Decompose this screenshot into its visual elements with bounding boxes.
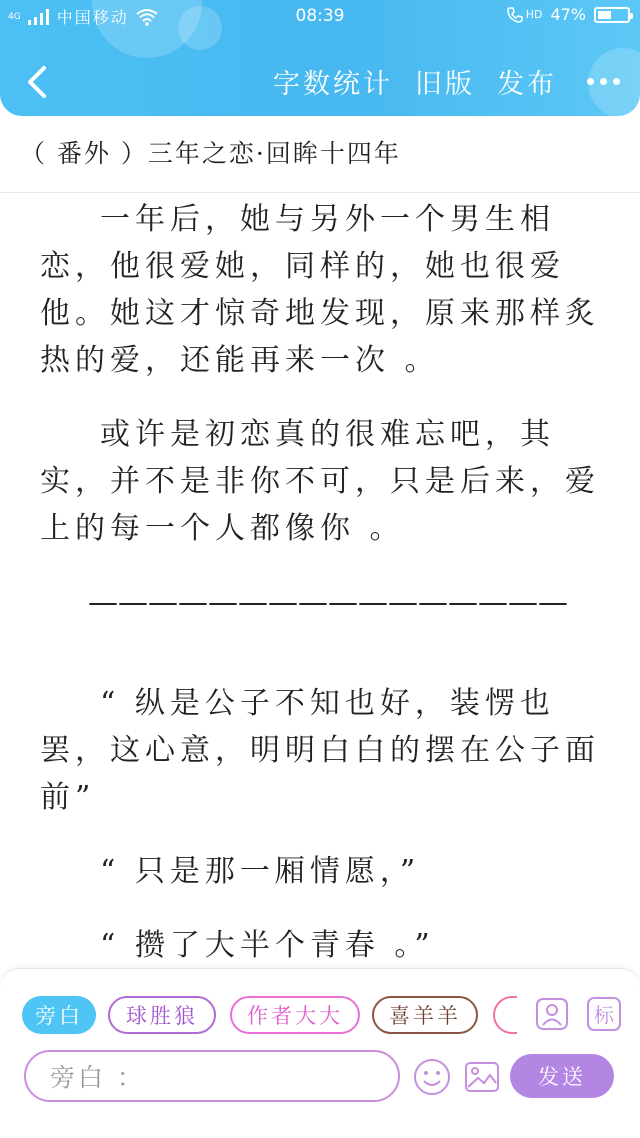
network-type: 4G	[8, 11, 21, 22]
role-chip-narrator[interactable]: 旁白	[22, 996, 96, 1034]
paragraph: “ 只是那一厢情愿，”	[100, 854, 421, 889]
emoji-button[interactable]	[412, 1057, 452, 1097]
more-dot	[613, 78, 620, 85]
story-content[interactable]	[40, 196, 600, 996]
old-version-button[interactable]: 旧版	[415, 69, 475, 100]
more-button[interactable]	[587, 67, 620, 97]
toolbar	[273, 62, 620, 101]
clock: 08:39	[295, 6, 345, 26]
carrier-name: 中国移动	[56, 8, 129, 27]
role-chip-qiushenglang[interactable]: 球胜狼	[108, 996, 216, 1034]
person-card-icon	[534, 996, 570, 1032]
chevron-left-icon	[20, 62, 54, 102]
smiley-icon	[412, 1057, 452, 1097]
battery-percent: 47%	[550, 5, 586, 24]
role-chip-xiyangyang[interactable]: 喜羊羊	[372, 996, 478, 1034]
more-dot	[587, 78, 594, 85]
paragraph: 一年后，她与另外一个男生相恋，他很爱她，同样的，她也很爱他。她这才惊奇地发现，原来那样炙热的爱，还能再来一次 。	[40, 202, 600, 378]
image-button[interactable]	[462, 1057, 502, 1097]
paragraph: 或许是初恋真的很难忘吧，其实，并不是非你不可，只是后来，爱上的每一个人都像你 。	[40, 417, 600, 546]
chapter-title: （ 番外 ）三年之恋·回眸十四年	[20, 139, 401, 168]
mark-icon	[586, 996, 622, 1032]
hd-badge: HD	[525, 8, 543, 21]
more-dot	[600, 78, 607, 85]
mark-label: 标	[594, 1003, 614, 1027]
battery-icon	[594, 7, 630, 23]
mark-button[interactable]	[586, 996, 622, 1032]
role-chip-author[interactable]: 作者大大	[230, 996, 360, 1034]
character-manage-button[interactable]	[534, 996, 570, 1032]
back-button[interactable]	[20, 62, 54, 102]
send-button[interactable]: 发送	[510, 1054, 614, 1098]
word-count-button[interactable]: 字数统计	[273, 69, 393, 100]
image-icon	[462, 1057, 502, 1097]
battery-fill	[598, 11, 611, 19]
call-icon	[506, 6, 524, 24]
status-bar	[0, 0, 640, 34]
bottom-edge	[0, 1110, 640, 1138]
paragraph: “ 攒了大半个青春 。”	[100, 928, 435, 963]
separator-line: ————————————————	[88, 585, 568, 620]
title-divider	[0, 192, 640, 193]
publish-button[interactable]: 发布	[497, 69, 557, 100]
message-input[interactable]: 旁白 ：	[24, 1050, 400, 1102]
paragraph: “ 纵是公子不知也好，装愣也罢，这心意，明明白白的摆在公子面前”	[40, 686, 600, 815]
top-header	[0, 0, 640, 116]
